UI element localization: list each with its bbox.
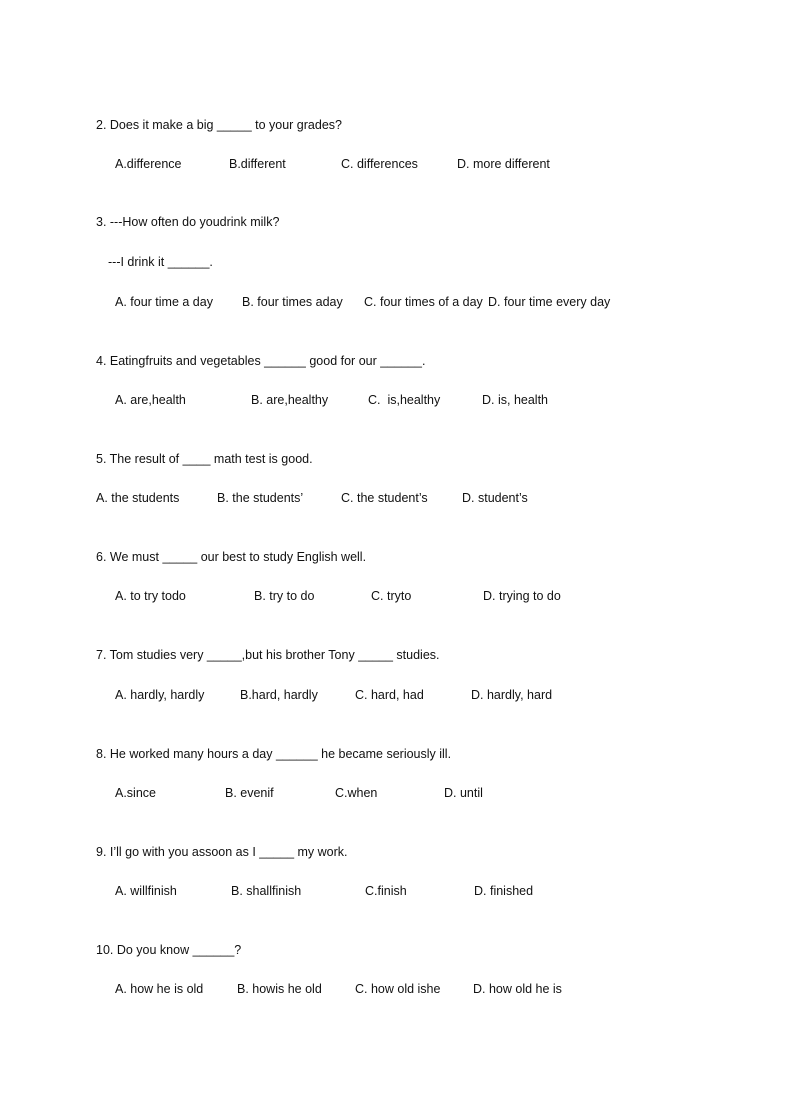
question-6-option-b: B. try to do bbox=[254, 589, 315, 603]
question-9-option-c: C.finish bbox=[365, 884, 407, 898]
question-8-stem: 8. He worked many hours a day ______ he became seriously ill. bbox=[96, 747, 452, 761]
question-2-option-a: A.difference bbox=[115, 157, 182, 171]
question-5-option-c: C. the student’s bbox=[341, 491, 428, 505]
question-8-option-d: D. until bbox=[444, 786, 483, 800]
question-2-option-d: D. more different bbox=[457, 157, 550, 171]
question-9-option-b: B. shallfinish bbox=[231, 884, 302, 898]
question-9-option-a: A. willfinish bbox=[115, 884, 177, 898]
question-10-option-a: A. how he is old bbox=[115, 982, 204, 996]
question-5-option-a: A. the students bbox=[96, 491, 180, 505]
question-4-stem: 4. Eatingfruits and vegetables ______ good for our ______. bbox=[96, 354, 426, 368]
question-8-option-b: B. evenif bbox=[225, 786, 274, 800]
question-3-option-b: B. four times aday bbox=[242, 295, 343, 309]
question-2-option-c: C. differences bbox=[341, 157, 418, 171]
question-10-option-b: B. howis he old bbox=[237, 982, 322, 996]
question-10-option-d: D. how old he is bbox=[473, 982, 562, 996]
question-10-option-c: C. how old ishe bbox=[355, 982, 441, 996]
question-9-option-d: D. finished bbox=[474, 884, 534, 898]
question-9-stem: 9. I’ll go with you assoon as I _____ my work. bbox=[96, 845, 348, 859]
question-2-option-b: B.different bbox=[229, 157, 286, 171]
question-3-option-a: A. four time a day bbox=[115, 295, 213, 309]
question-4-option-a: A. are,health bbox=[115, 393, 186, 407]
question-3-option-d: D. four time every day bbox=[488, 295, 611, 309]
question-10-stem: 10. Do you know ______? bbox=[96, 943, 242, 957]
question-8-option-c: C.when bbox=[335, 786, 378, 800]
question-2-stem: 2. Does it make a big _____ to your grades? bbox=[96, 118, 342, 132]
question-4-option-b: B. are,healthy bbox=[251, 393, 329, 407]
question-3-answer-line: ---I drink it ______. bbox=[108, 255, 213, 269]
question-8-option-a: A.since bbox=[115, 786, 156, 800]
question-6-option-d: D. trying to do bbox=[483, 589, 561, 603]
question-6-stem: 6. We must _____ our best to study English well. bbox=[96, 550, 367, 564]
question-5-option-b: B. the students’ bbox=[217, 491, 304, 505]
question-5-stem: 5. The result of ____ math test is good. bbox=[96, 452, 313, 466]
question-4-option-c: C. is,healthy bbox=[368, 393, 441, 407]
question-5-option-d: D. student’s bbox=[462, 491, 528, 505]
question-7-option-a: A. hardly, hardly bbox=[115, 688, 205, 702]
question-3-option-c: C. four times of a day bbox=[364, 295, 483, 309]
question-7-option-b: B.hard, hardly bbox=[240, 688, 318, 702]
question-7-stem: 7. Tom studies very _____,but his brother Tony _____ studies. bbox=[96, 648, 440, 662]
question-3-stem: 3. ---How often do youdrink milk? bbox=[96, 215, 280, 229]
question-4-option-d: D. is, health bbox=[482, 393, 549, 407]
question-6-option-a: A. to try todo bbox=[115, 589, 186, 603]
question-7-option-d: D. hardly, hard bbox=[471, 688, 553, 702]
question-7-option-c: C. hard, had bbox=[355, 688, 424, 702]
question-6-option-c: C. tryto bbox=[371, 589, 412, 603]
